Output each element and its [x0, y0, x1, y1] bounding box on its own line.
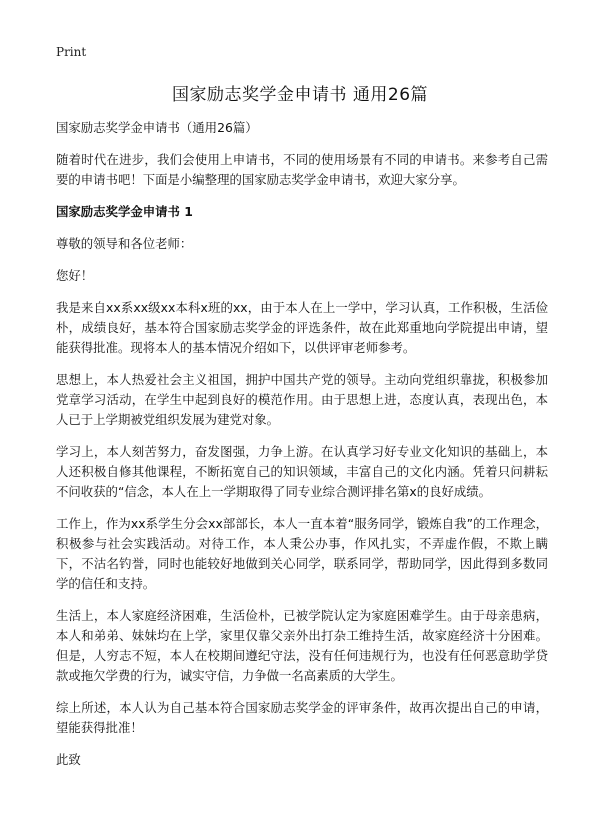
body-paragraph: 生活上，本人家庭经济困难，生活俭朴，已被学院认定为家庭困难学生。由于母亲患病，本人和弟弟、妹妹均在上学，家里仅靠父亲外出打杂工维持生活，故家庭经济十分困难。但是，人穷志不短，本人在校期间遵纪守法，没有任何违规行为，也没有任何恶意助学贷款或拖欠学费的行为，诚实守信，力争做一名高素质的大学生。	[56, 608, 548, 683]
body-paragraph: 综上所述，本人认为自己基本符合国家励志奖学金的评审条件，故再次提出自己的申请，望能获得批准！	[56, 700, 548, 735]
greeting: 您好！	[56, 268, 94, 283]
intro-paragraph: 随着时代在进步，我们会使用上申请书，不同的使用场景有不同的申请书。来参考自己需要的申请书吧！下面是小编整理的国家励志奖学金申请书，欢迎大家分享。	[56, 152, 548, 187]
document-body	[56, 118, 548, 782]
print-link[interactable]: Print	[56, 45, 87, 59]
closing: 此致	[56, 752, 81, 767]
document-subtitle: 国家励志奖学金申请书（通用26篇）	[56, 120, 258, 135]
body-paragraph: 思想上，本人热爱社会主义祖国，拥护中国共产党的领导。主动向党组织靠拢，积极参加党章学习活动，在学生中起到良好的模范作用。由于思想上进，态度认真，表现出色，本人已于上学期被党组织发展为建党对象。	[56, 372, 548, 427]
body-paragraph: 我是来自xx系xx级xx本科x班的xx，由于本人在上一学中，学习认真，工作积极，生活俭朴，成绩良好，基本符合国家励志奖学金的评选条件，故在此郑重地向学院提出申请，望能获得批准。现将本人的基本情况介绍如下，以供评审老师参考。	[56, 300, 548, 355]
body-paragraph: 学习上，本人刻苦努力，奋发图强，力争上游。在认真学习好专业文化知识的基础上，本人还积极自修其他课程，不断拓宽自己的知识领域，丰富自己的文化内涵。凭着只问耕耘不问收获的“信念，本人在上一学期取得了同专业综合测评排名第x的良好成绩。	[56, 444, 548, 499]
section-heading: 国家励志奖学金申请书 1	[56, 204, 193, 219]
salutation: 尊敬的领导和各位老师：	[56, 236, 193, 251]
page-title: 国家励志奖学金申请书 通用26篇	[171, 85, 429, 105]
body-paragraph: 工作上，作为xx系学生分会xx部部长，本人一直本着“服务同学，锻炼自我”的工作理念，积极参与社会实践活动。对待工作，本人秉公办事，作风扎实，不弄虚作假，不欺上瞒下，不沽名钓誉，同时也能较好地做到关心同学，联系同学，帮助同学，因此得到多数同学的信任和支持。	[56, 516, 548, 591]
